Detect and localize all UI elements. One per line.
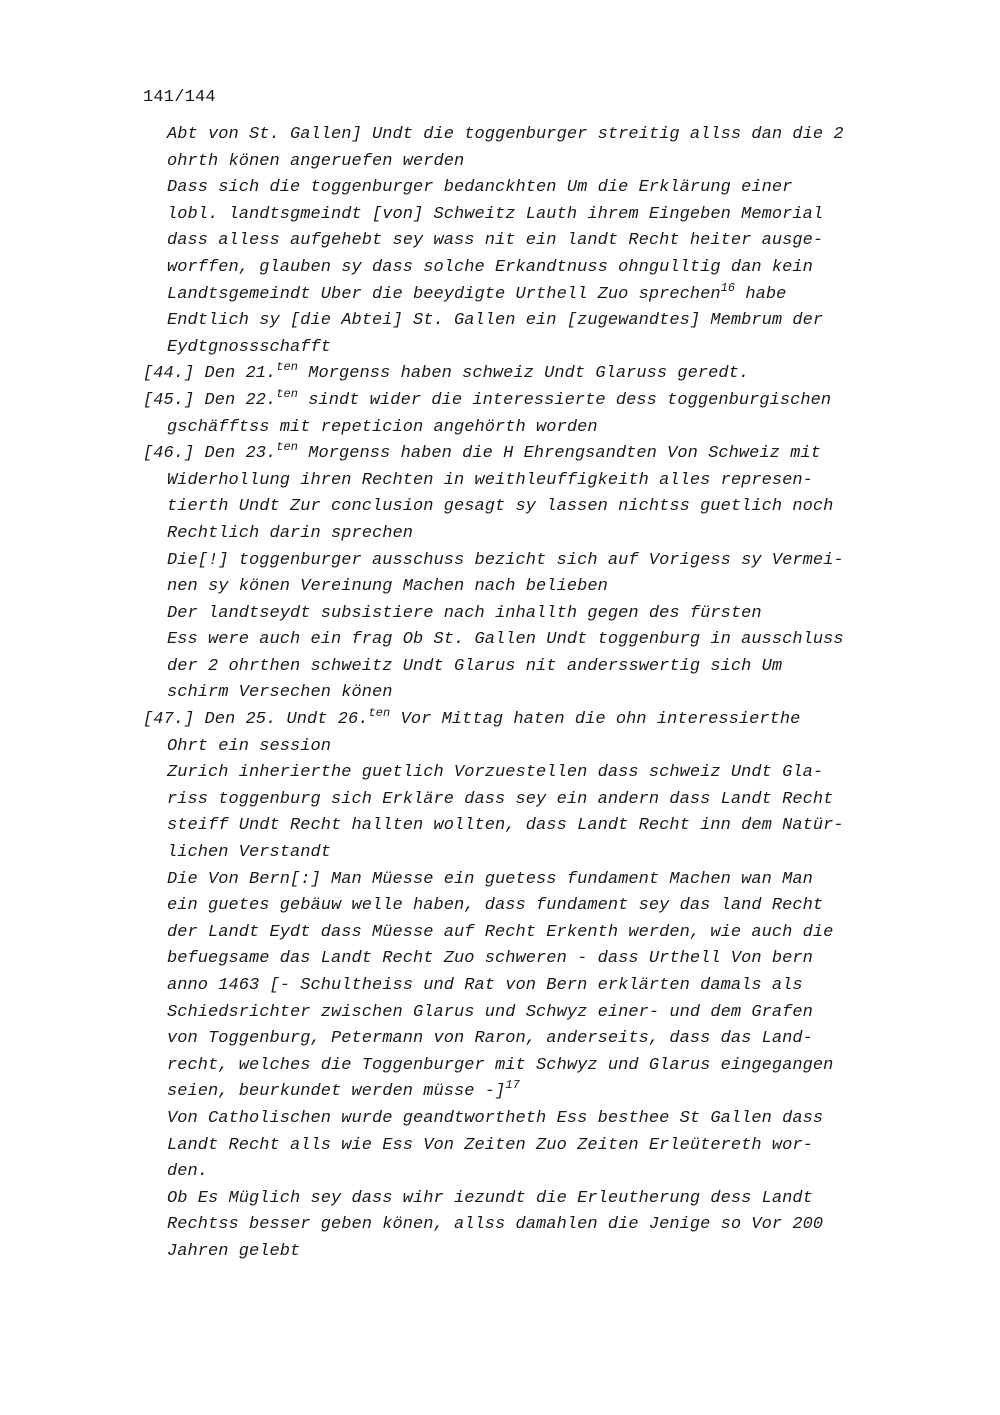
line-text-continued: sindt wider die interessierte dess toggenburgischen: [298, 390, 832, 410]
line-text: Endtlich sy [die Abtei] St. Gallen ein [zugewandtes] Membrum der: [167, 311, 824, 331]
text-line: [143, 521, 993, 548]
text-line: [143, 840, 993, 867]
line-text: Landtsgemeindt Uber die beeydigte Urthell Zuo sprechen: [167, 284, 721, 304]
line-text: der 2 ohrthen schweitz Undt Glarus nit andersswertig sich Um: [167, 656, 783, 676]
text-line: [143, 255, 993, 282]
text-line: [143, 415, 993, 442]
text-line: [143, 308, 993, 335]
ordinal-superscript: ten: [276, 360, 299, 375]
text-line: [143, 601, 993, 628]
line-text: Eydtgnossschafft: [167, 337, 332, 357]
text-line: [143, 202, 993, 229]
line-text: Von Catholischen wurde geandtwortheth Ess besthee St Gallen dass: [167, 1108, 824, 1128]
line-text: dass alless aufgehebt sey wass nit ein landt Recht heiter ausge-: [167, 231, 824, 251]
text-line: [143, 122, 993, 149]
text-line: [143, 627, 993, 654]
line-text: Ob Es Müglich sey dass wihr iezundt die Erleutherung dess Landt: [167, 1188, 813, 1208]
ordinal-superscript: ten: [368, 706, 391, 721]
text-line: [143, 893, 993, 920]
text-line: [143, 946, 993, 973]
line-text-continued: Vor Mittag haten die ohn interessierthe: [390, 710, 801, 730]
line-text: Widerhollung ihren Rechten in weithleuffigkeith alles represen-: [167, 470, 813, 490]
text-line: [143, 494, 993, 521]
text-line: [143, 468, 993, 495]
footnote-marker: 16: [720, 280, 736, 295]
line-text: Die Von Bern[:] Man Müesse ein guetess fundament Machen wan Man: [167, 869, 813, 889]
text-line: [143, 282, 993, 309]
text-line: [143, 1186, 993, 1213]
text-line: [143, 813, 993, 840]
text-line: [143, 1026, 993, 1053]
text-line: [143, 1159, 993, 1186]
line-text: lichen Verstandt: [167, 843, 332, 863]
line-text: worffen, glauben sy dass solche Erkandtnuss ohngulltig dan kein: [167, 257, 813, 277]
document-body: [143, 122, 993, 1266]
text-line: [143, 707, 993, 734]
text-line: [143, 867, 993, 894]
line-text: [45.] Den 22.: [143, 390, 277, 410]
page-number: 141/144: [143, 88, 216, 107]
text-line: [143, 228, 993, 255]
line-text: ohrth könen angeruefen werden: [167, 151, 465, 171]
text-line: [143, 1239, 993, 1266]
text-line: [143, 1053, 993, 1080]
line-text: steiff Undt Recht hallten wollten, dass Landt Recht inn dem Natür-: [167, 816, 844, 836]
text-line: [143, 441, 993, 468]
text-line: [143, 1079, 993, 1106]
ordinal-superscript: ten: [276, 386, 299, 401]
line-text: Rechtss besser geben könen, allss damahlen die Jenige so Vor 200: [167, 1215, 824, 1235]
line-text: Ohrt ein session: [167, 736, 332, 756]
line-text: schirm Versechen könen: [167, 683, 393, 703]
text-line: [143, 654, 993, 681]
line-text: tierth Undt Zur conclusion gesagt sy lassen nichtss guetlich noch: [167, 497, 834, 517]
line-text-continued: Morgenss haben schweiz Undt Glaruss geredt.: [298, 364, 750, 384]
line-text: Rechtlich darin sprechen: [167, 523, 414, 543]
text-line: [143, 388, 993, 415]
text-line: [143, 760, 993, 787]
text-line: [143, 787, 993, 814]
ordinal-superscript: ten: [276, 440, 299, 455]
line-text: riss toggenburg sich Erkläre dass sey ein andern dass Landt Recht: [167, 789, 834, 809]
line-text: Zurich inherierthe guetlich Vorzuestellen dass schweiz Undt Gla-: [167, 763, 824, 783]
line-text: [47.] Den 25. Undt 26.: [143, 710, 369, 730]
line-text: Der landtseydt subsistiere nach inhallth gegen des fürsten: [167, 603, 762, 623]
text-line: [143, 920, 993, 947]
text-line: [143, 1133, 993, 1160]
text-line: [143, 1000, 993, 1027]
line-text: Abt von St. Gallen] Undt die toggenburger streitig allss dan die 2: [167, 125, 844, 144]
line-text-continued: Morgenss haben die H Ehrengsandten Von Schweiz mit: [298, 444, 821, 464]
text-line: [143, 680, 993, 707]
line-text: Dass sich die toggenburger bedanckhten Um die Erklärung einer: [167, 178, 793, 198]
line-text: von Toggenburg, Petermann von Raron, anderseits, dass das Land-: [167, 1029, 813, 1049]
line-text: ein guetes gebäuw welle haben, dass fundament sey das land Recht: [167, 896, 824, 916]
footnote-marker: 17: [505, 1078, 520, 1093]
line-text: Jahren gelebt: [167, 1241, 301, 1261]
line-text: Schiedsrichter zwischen Glarus und Schwyz einer- und dem Grafen: [167, 1002, 813, 1022]
line-text: seien, beurkundet werden müsse -]: [167, 1082, 506, 1102]
line-text: recht, welches die Toggenburger mit Schwyz und Glarus eingegangen: [167, 1055, 834, 1075]
text-line: [143, 335, 993, 362]
text-line: [143, 574, 993, 601]
line-text: der Landt Eydt dass Müesse auf Recht Erkenth werden, wie auch die: [167, 922, 834, 942]
text-line: [143, 1212, 993, 1239]
line-text-continued: habe: [735, 284, 787, 304]
line-text: Ess were auch ein frag Ob St. Gallen Undt toggenburg in ausschluss: [167, 630, 844, 650]
line-text: Landt Recht alls wie Ess Von Zeiten Zuo Zeiten Erleütereth wor-: [167, 1135, 813, 1155]
line-text: lobl. landtsgmeindt [von] Schweitz Lauth ihrem Eingeben Memorial: [167, 204, 824, 224]
text-line: [143, 175, 993, 202]
line-text: befuegsame das Landt Recht Zuo schweren - dass Urthell Von bern: [167, 949, 813, 969]
text-line: [143, 149, 993, 176]
text-line: [143, 973, 993, 1000]
line-text: [44.] Den 21.: [143, 364, 277, 384]
line-text: anno 1463 [- Schultheiss und Rat von Bern erklärten damals als: [167, 976, 803, 995]
line-text: [46.] Den 23.: [143, 444, 277, 464]
line-text: nen sy könen Vereinung Machen nach belieben: [167, 577, 608, 597]
line-text: Die[!] toggenburger ausschuss bezicht sich auf Vorigess sy Vermei-: [167, 550, 844, 570]
line-text: den.: [167, 1162, 209, 1182]
line-text: gschäfftss mit repeticion angehörth worden: [167, 417, 598, 437]
text-line: [143, 548, 993, 575]
text-line: [143, 361, 993, 388]
text-line: [143, 1106, 993, 1133]
text-line: [143, 734, 993, 761]
